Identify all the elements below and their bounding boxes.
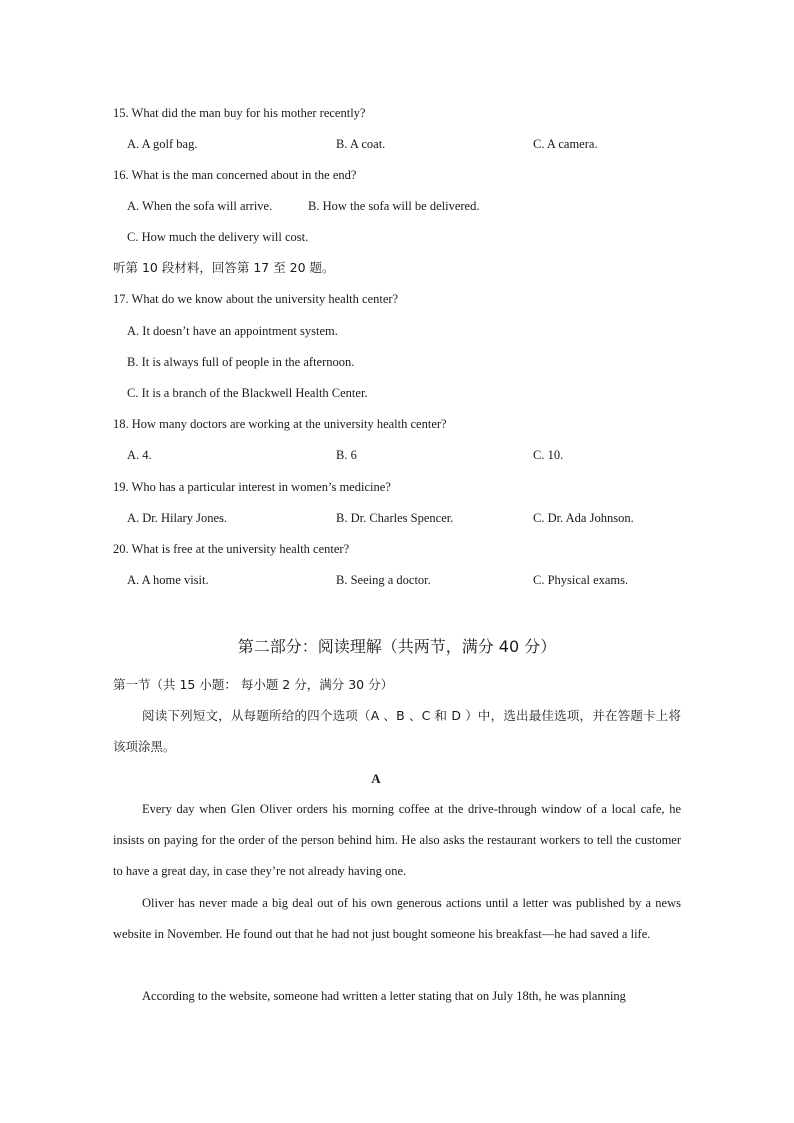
q19-option-a: A. Dr. Hilary Jones. (127, 511, 227, 525)
q15-option-b: B. A coat. (336, 137, 386, 151)
section-10-instruction: 听第 10 段材料，回答第 17 至 20 题。 (113, 260, 335, 275)
section-one-heading: 第一节（共 15 小题： 每小题 2 分，满分 30 分） (113, 677, 394, 692)
q16-option-a: A. When the sofa will arrive. (127, 199, 273, 213)
q20-option-c: C. Physical exams. (533, 573, 629, 587)
q17-option-a: A. It doesn’t have an appointment system. (127, 324, 338, 338)
passage-paragraph-3: According to the website, someone had written a letter stating that on July 18th, he was planning (142, 989, 626, 1003)
q15-option-c: C. A camera. (533, 137, 598, 151)
q20-option-b: B. Seeing a doctor. (336, 573, 431, 587)
q17-option-b: B. It is always full of people in the afternoon. (127, 355, 355, 369)
q16-option-c: C. How much the delivery will cost. (127, 230, 309, 244)
question-18: 18. How many doctors are working at the university health center? (113, 417, 447, 431)
q16-option-b: B. How the sofa will be delivered. (308, 199, 480, 213)
passage-label: A (371, 771, 381, 786)
section-one-instruction: 阅读下列短文，从每题所给的四个选项（A 、B 、C 和 D ）中，选出最佳选项，并在答题卡上将该项涂黑。 (113, 708, 681, 754)
q17-option-c: C. It is a branch of the Blackwell Health Center. (127, 386, 368, 400)
q18-option-b: B. 6 (336, 448, 357, 462)
q18-option-a: A. 4. (127, 448, 152, 462)
question-16: 16. What is the man concerned about in the end? (113, 168, 357, 182)
q20-option-a: A. A home visit. (127, 573, 209, 587)
part-two-title: 第二部分：阅读理解（共两节，满分 40 分） (237, 637, 557, 656)
question-19: 19. Who has a particular interest in women’s medicine? (113, 480, 391, 494)
question-17: 17. What do we know about the university health center? (113, 292, 399, 306)
q19-option-c: C. Dr. Ada Johnson. (533, 511, 634, 525)
question-20: 20. What is free at the university health center? (113, 542, 350, 556)
question-15: 15. What did the man buy for his mother recently? (113, 106, 366, 120)
passage-paragraph-2: Oliver has never made a big deal out of his own generous actions until a letter was published by a news website in November. He found out that he had not just bought someone his breakfast—he had saved a life. (113, 896, 681, 942)
q18-option-c: C. 10. (533, 448, 564, 462)
q15-option-a: A. A golf bag. (127, 137, 198, 151)
passage-paragraph-1: Every day when Glen Oliver orders his morning coffee at the drive-through window of a local cafe, he insists on paying for the order of the person behind him. He also asks the restaurant workers to tell the customer to have a great day, in case they’re not already having one. (113, 802, 681, 879)
q19-option-b: B. Dr. Charles Spencer. (336, 511, 454, 525)
